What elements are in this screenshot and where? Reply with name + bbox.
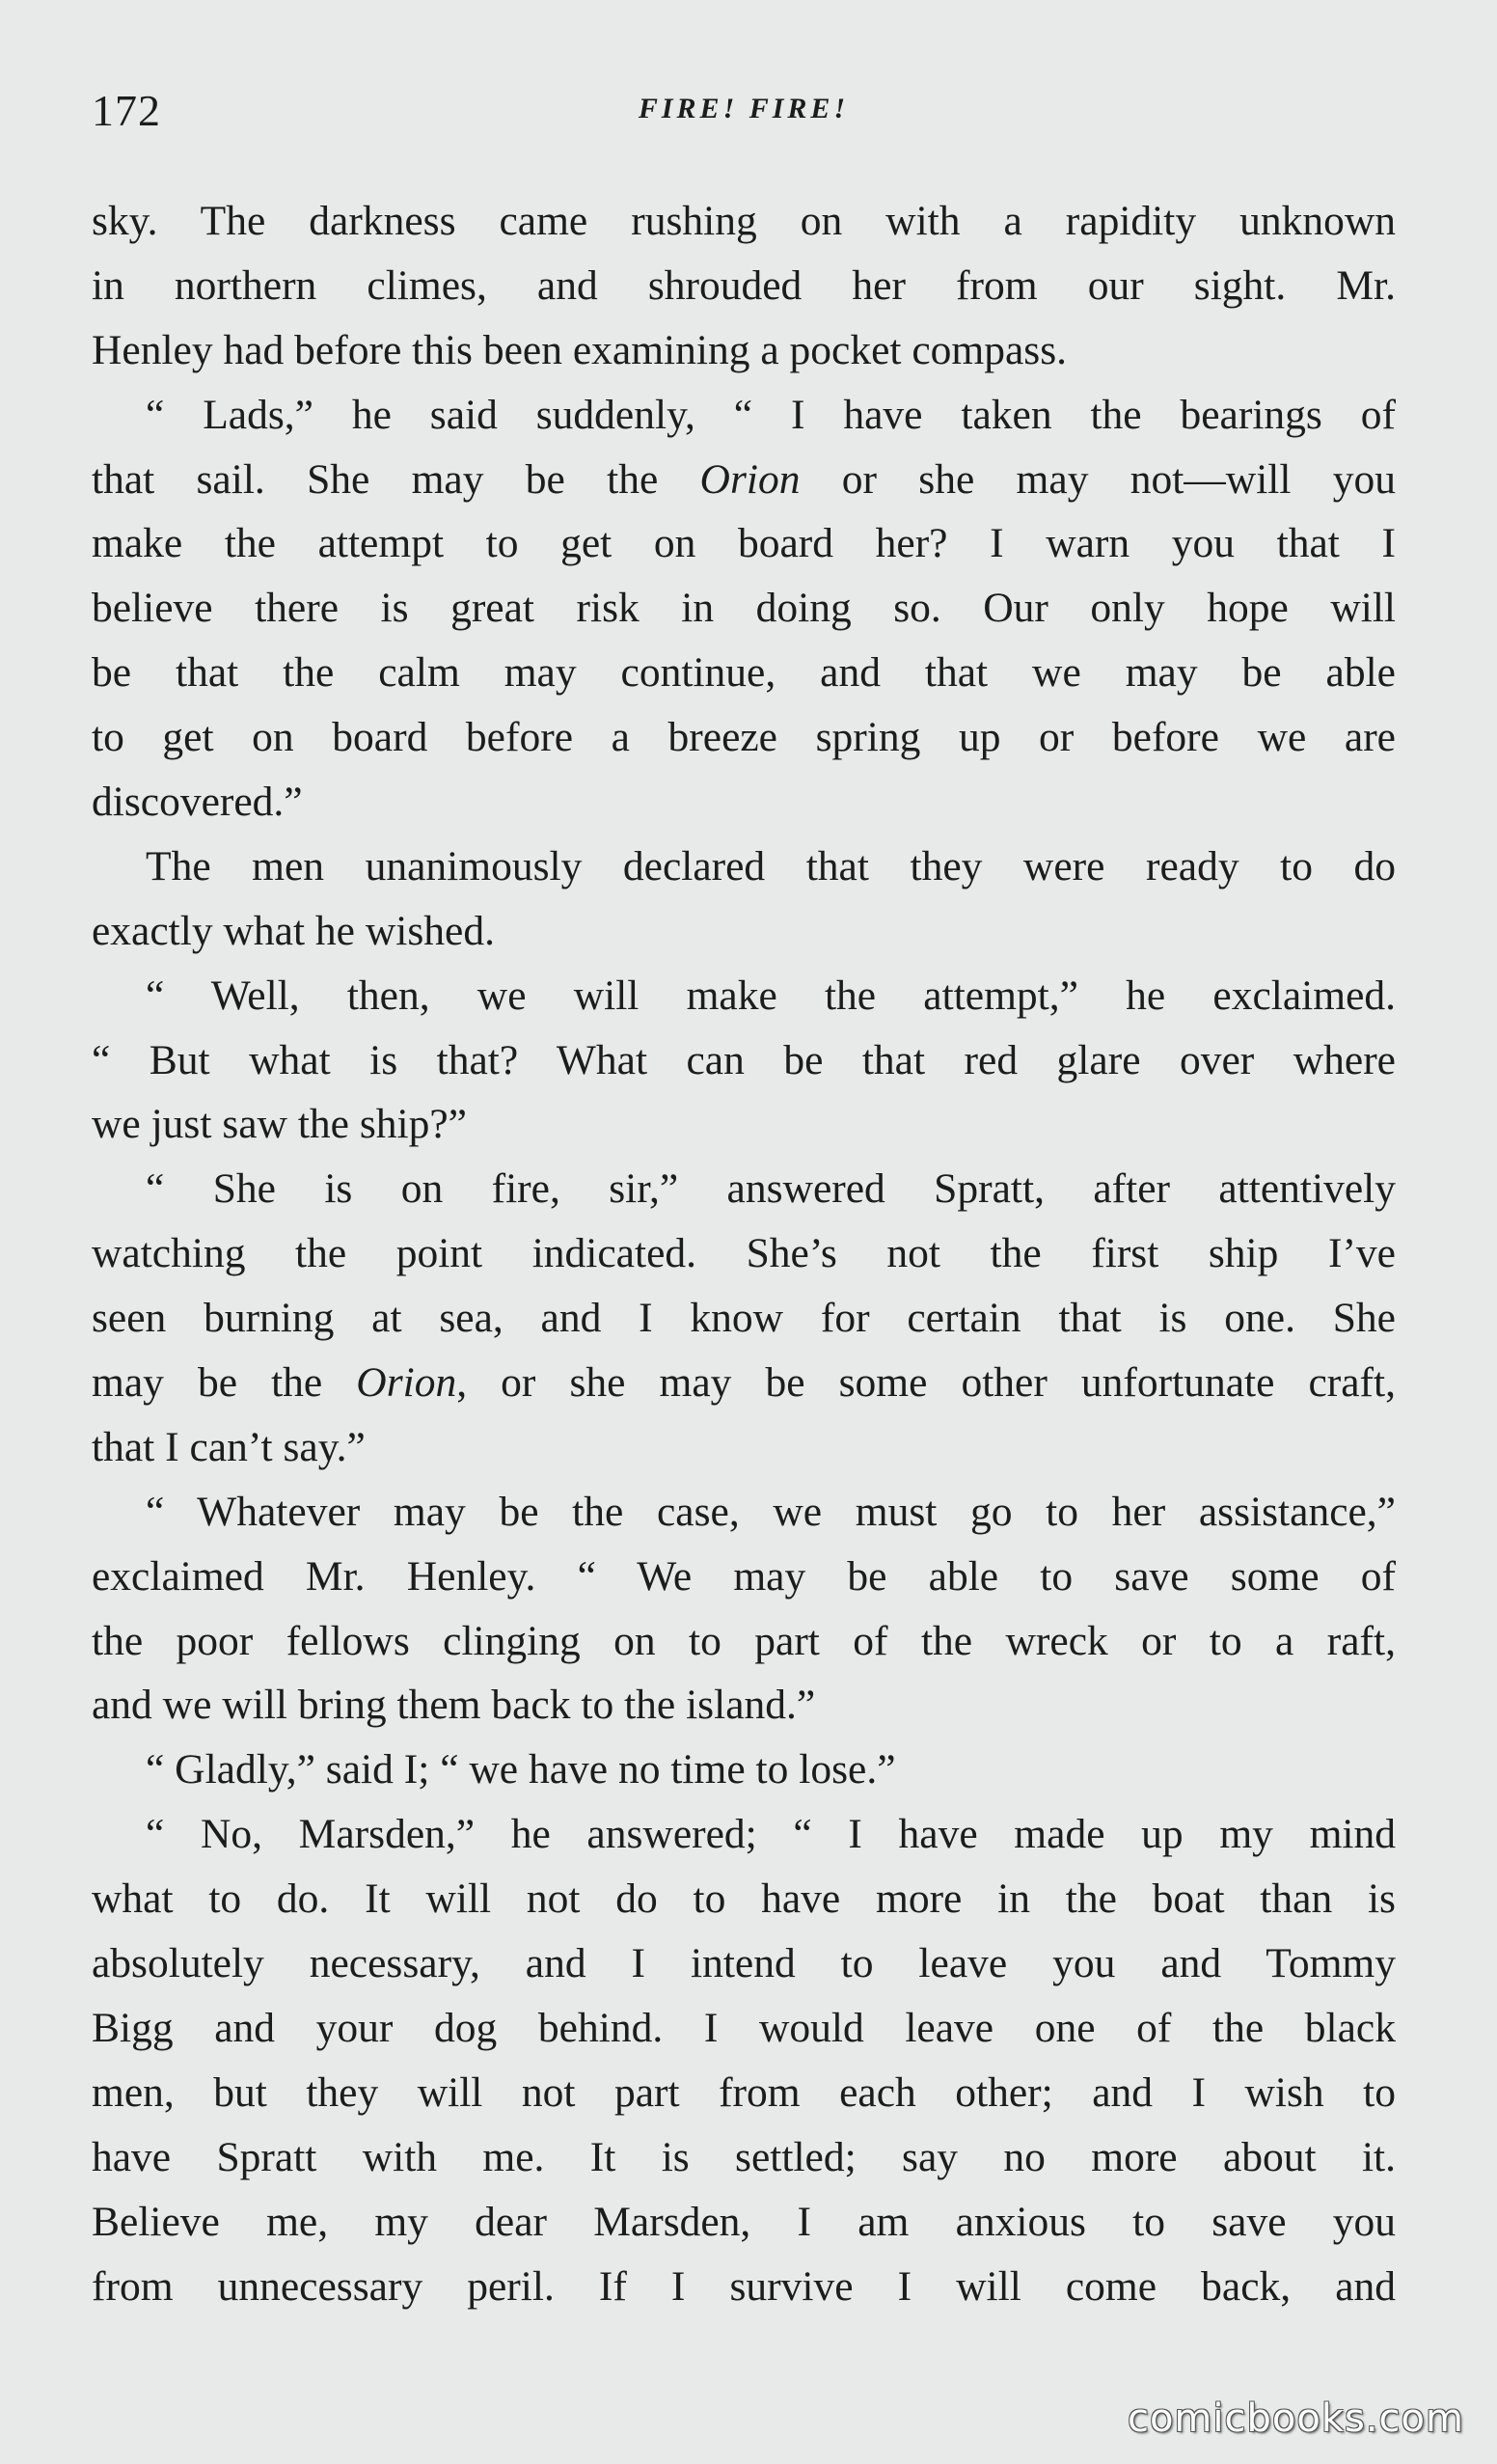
text-line: and we will bring them back to the island.” bbox=[92, 1682, 816, 1729]
text-line: be that the calm may continue, and that we may be able bbox=[92, 649, 1396, 697]
text-line: men, but they will not part from each other; and I wish to bbox=[92, 2068, 1396, 2116]
text-line: may be the Orion, or she may be some other unfortunate craft, bbox=[92, 1359, 1396, 1407]
text-line: “ She is on fire, sir,” answered Spratt, after attentively bbox=[146, 1165, 1396, 1213]
text-line: seen burning at sea, and I know for certain that is one. She bbox=[92, 1295, 1396, 1342]
text-line: that I can’t say.” bbox=[92, 1423, 366, 1470]
text-line: “ Gladly,” said I; “ we have no time to lose.” bbox=[146, 1746, 896, 1793]
text-line: Believe me, my dear Marsden, I am anxious to save you bbox=[92, 2198, 1396, 2245]
text-line: in northern climes, and shrouded her from our sight. Mr. bbox=[92, 261, 1396, 309]
text-line: Bigg and your dog behind. I would leave one of the black bbox=[92, 2004, 1396, 2051]
text-line: “ No, Marsden,” he answered; “ I have made up my mind bbox=[146, 1811, 1396, 1858]
text-line: make the attempt to get on board her? I warn you that I bbox=[92, 520, 1396, 567]
text-line: discovered.” bbox=[92, 779, 303, 826]
text-line: The men unanimously declared that they were ready to do bbox=[146, 842, 1396, 890]
text-line: what to do. It will not do to have more in the boat than is bbox=[92, 1875, 1396, 1923]
page-header bbox=[92, 85, 1396, 143]
text-line: have Spratt with me. It is settled; say no more about it. bbox=[92, 2133, 1396, 2180]
text-line: believe there is great risk in doing so. Our only hope will bbox=[92, 585, 1396, 632]
text-line: absolutely necessary, and I intend to leave you and Tommy bbox=[92, 1940, 1396, 1987]
page-number: 172 bbox=[92, 86, 161, 135]
text-line: “ Well, then, we will make the attempt,” he exclaimed. bbox=[146, 972, 1396, 1019]
text-line: sky. The darkness came rushing on with a rapidity unknown bbox=[92, 198, 1396, 244]
text-line: the poor fellows clinging on to part of the wreck or to a raft, bbox=[92, 1617, 1396, 1664]
ship-name: Orion bbox=[356, 1359, 457, 1407]
text-line: we just saw the ship?” bbox=[92, 1101, 467, 1148]
text-line: to get on board before a breeze spring up or before we are bbox=[92, 714, 1396, 761]
ship-name: Orion bbox=[699, 455, 801, 503]
text-line: that sail. She may be the Orion or she may not—will you bbox=[92, 455, 1397, 503]
text-line: exclaimed Mr. Henley. “ We may be able to save some of bbox=[92, 1552, 1396, 1600]
text-line: exactly what he wished. bbox=[92, 907, 495, 954]
body-text bbox=[92, 189, 1396, 2318]
running-head: FIRE! FIRE! bbox=[638, 93, 850, 124]
text-line: Henley had before this been examining a pocket compass. bbox=[92, 326, 1068, 373]
text-line: watching the point indicated. She’s not the first ship I’ve bbox=[92, 1230, 1396, 1277]
text-line: from unnecessary peril. If I survive I will come back, and bbox=[92, 2262, 1396, 2310]
text-line: “ But what is that? What can be that red glare over where bbox=[92, 1036, 1396, 1083]
watermark: comicbooks.com bbox=[1127, 2396, 1464, 2441]
text-line: “ Whatever may be the case, we must go to her assistance,” bbox=[146, 1488, 1396, 1535]
text-line: “ Lads,” he said suddenly, “ I have taken the bearings of bbox=[146, 391, 1396, 438]
